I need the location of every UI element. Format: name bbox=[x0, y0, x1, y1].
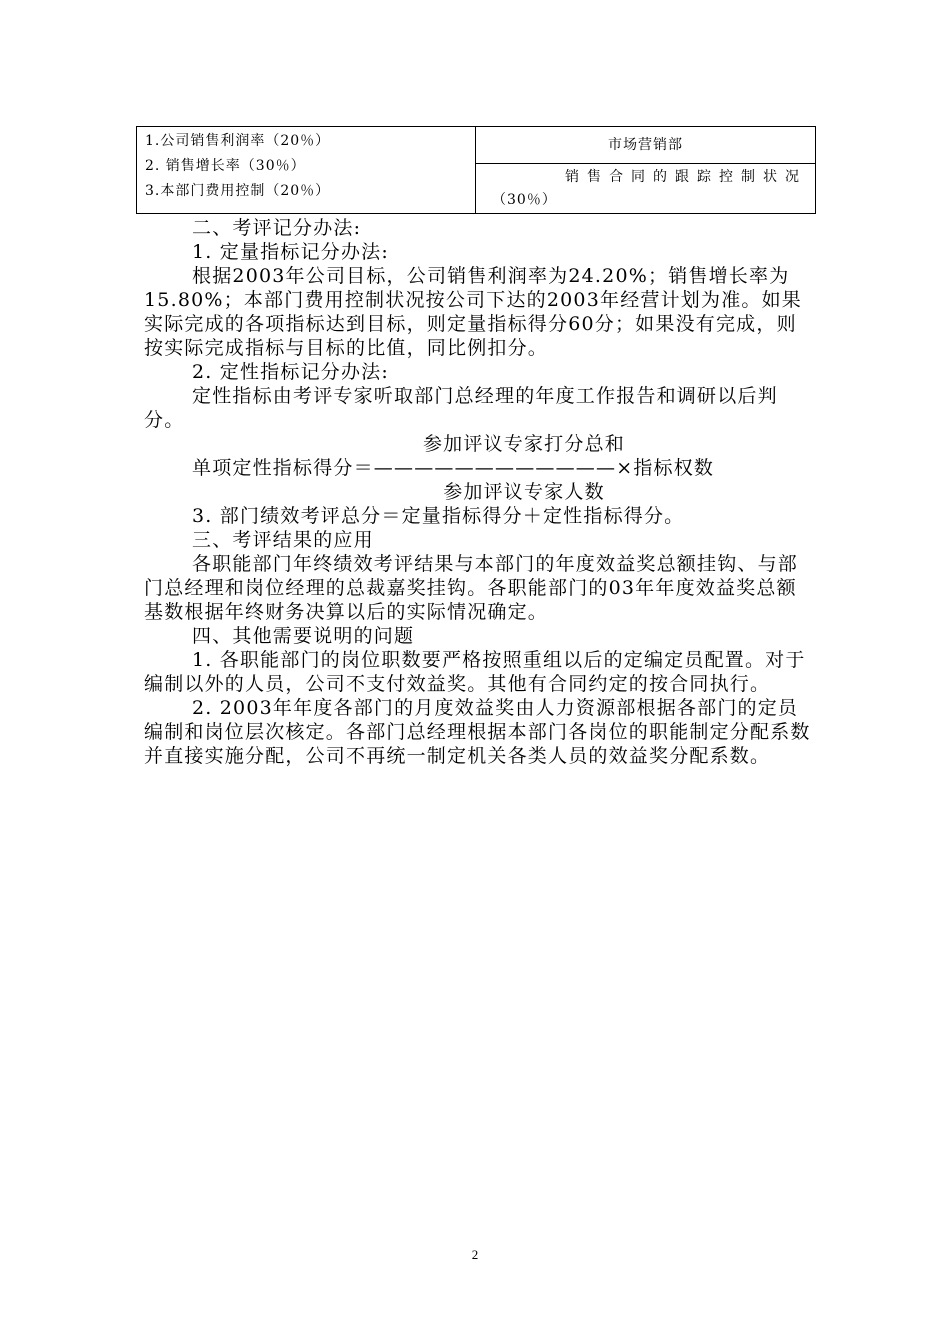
formula-numerator: 参加评议专家打分总和 bbox=[422, 433, 625, 455]
paragraph-qualitative: 定性指标由考评专家听取部门总经理的年度工作报告和调研以后判分。 bbox=[144, 385, 778, 431]
paragraph-total-score: 3. 部门绩效考评总分＝定量指标得分＋定性指标得分。 bbox=[192, 505, 685, 527]
section-heading-application: 三、考评结果的应用 bbox=[192, 529, 374, 551]
contract-tracking-label: 销售合同的跟踪控制状况 bbox=[565, 169, 807, 185]
paragraph-quantitative: 根据2003年公司目标，公司销售利润率为24.20%；销售增长率为15.80%；本部门费用控制状况按公司下达的2003年经营计划为准。如果实际完成的各项指标达到目标，则定量指标得分60分；如果没有完成，则按实际完成指标与目标的比值，同比例扣分。 bbox=[144, 265, 803, 359]
section-heading-other: 四、其他需要说明的问题 bbox=[192, 625, 415, 647]
qualitative-criteria-cell bbox=[476, 164, 816, 214]
formula-denominator: 参加评议专家人数 bbox=[443, 481, 605, 503]
section-heading-scoring: 二、考评记分办法: bbox=[192, 217, 362, 239]
formula-main: 单项定性指标得分＝————————————×指标权数 bbox=[192, 457, 715, 479]
paragraph-other-2: 2. 2003年年度各部门的月度效益奖由人力资源部根据各部门的定员编制和岗位层次核定。各部门总经理根据本部门各岗位的职能制定分配系数并直接实施分配，公司不再统一制定机关各类人员的效益奖分配系数。 bbox=[144, 697, 811, 767]
criteria-table bbox=[136, 126, 816, 214]
document-body bbox=[144, 216, 816, 768]
paragraph-application: 各职能部门年终绩效考评结果与本部门的年度效益奖总额挂钩、与部门总经理和岗位经理的总裁嘉奖挂钩。各职能部门的03年年度效益奖总额基数根据年终财务决算以后的实际情况确定。 bbox=[144, 553, 799, 623]
criteria-line-1: 1.公司销售利润率（20％） bbox=[145, 133, 331, 149]
criteria-line-2: 2. 销售增长率（30％） bbox=[145, 158, 306, 174]
subheading-qualitative: 2. 定性指标记分办法: bbox=[192, 361, 389, 383]
subheading-quantitative: 1. 定量指标记分办法: bbox=[192, 241, 389, 263]
paragraph-other-1: 1. 各职能部门的岗位职数要严格按照重组以后的定编定员配置。对于编制以外的人员，公司不支付效益奖。其他有合同约定的按合同执行。 bbox=[144, 649, 806, 695]
quantitative-criteria-cell bbox=[137, 127, 476, 214]
page-number: 2 bbox=[471, 1247, 479, 1262]
department-cell: 市场营销部 bbox=[476, 127, 816, 164]
criteria-line-3: 3.本部门费用控制（20％） bbox=[145, 183, 331, 199]
contract-tracking-weight: （30％） bbox=[492, 192, 557, 208]
